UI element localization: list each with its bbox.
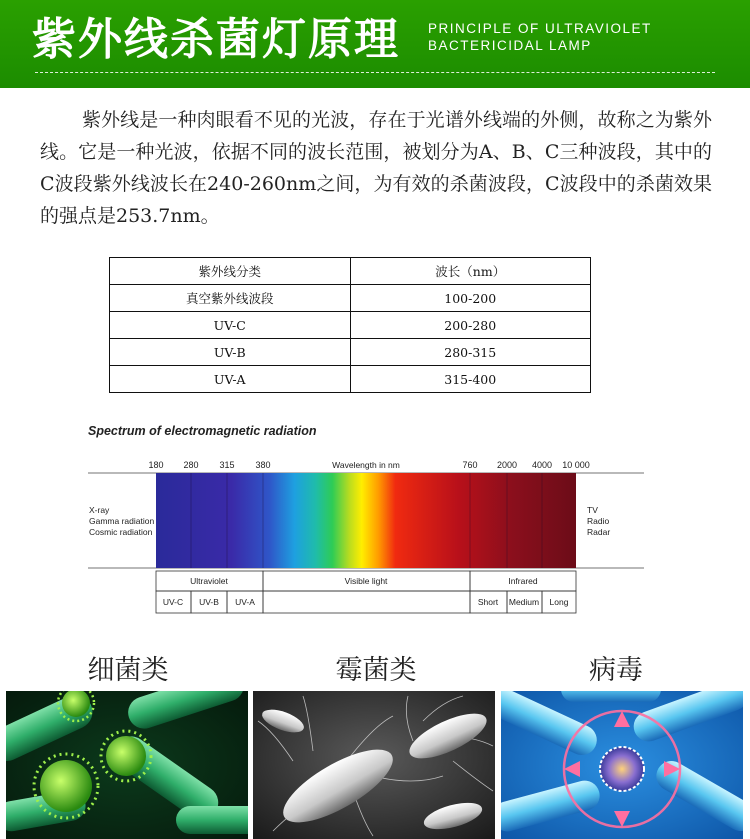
band-labels — [163, 576, 569, 607]
bacteria-image — [6, 691, 248, 839]
table-row — [110, 366, 591, 393]
table-row — [110, 312, 591, 339]
mold-image — [253, 691, 495, 839]
table-cell-category: UV-A — [110, 366, 351, 393]
table-cell-wavelength: 315-400 — [350, 366, 591, 393]
side-label: Radio — [587, 516, 610, 526]
table-cell-wavelength: 200-280 — [350, 312, 591, 339]
ir-sub-label: Long — [549, 597, 569, 607]
header-banner — [0, 0, 750, 88]
wavelength-ticks — [148, 460, 589, 470]
uv-classification-table — [109, 257, 591, 393]
table-cell-wavelength: 280-315 — [350, 339, 591, 366]
category-label-bacteria: 细菌类 — [87, 655, 169, 686]
table-cell-category: UV-B — [110, 339, 351, 366]
uv-sub-label: UV-B — [199, 597, 219, 607]
table-cell-category: UV-C — [110, 312, 351, 339]
page-title: 紫外线杀菌灯原理 — [32, 14, 400, 65]
intro-paragraph: 紫外线是一种肉眼看不见的光波，存在于光谱外线端的外侧，故称之为紫外线。它是一种光波，依据不同的波长范围，被划分为A、B、C三种波段，其中的C波段紫外线波长在240-260nm之间，为有效的杀菌波段，C波段中的杀菌效果的强点是253.7nm。 — [40, 109, 712, 227]
table-header-category: 紫外线分类 — [110, 258, 351, 285]
right-labels — [587, 505, 610, 537]
tick-label: 380 — [255, 460, 271, 470]
table-cell-category: 真空紫外线波段 — [110, 285, 351, 312]
band-label-visible: Visible light — [344, 576, 388, 586]
english-subtitle-line1: PRINCIPLE OF ULTRAVIOLET — [428, 21, 652, 36]
table-header-wavelength: 波长（nm） — [350, 258, 591, 285]
english-subtitle — [428, 20, 652, 54]
table-row — [110, 339, 591, 366]
band-label-ultraviolet: Ultraviolet — [190, 576, 228, 586]
tick-label: 4000 — [531, 460, 553, 470]
tick-label: 315 — [219, 460, 235, 470]
spectrum-title: Spectrum of electromagnetic radiation — [88, 424, 317, 438]
spectrum-bar — [156, 473, 576, 568]
banner-divider — [35, 72, 715, 73]
table-header-row — [110, 258, 591, 285]
band-label-infrared: Infrared — [508, 576, 538, 586]
table-cell-wavelength: 100-200 — [350, 285, 591, 312]
tick-label: 10 000 — [562, 460, 590, 470]
side-label: TV — [587, 505, 598, 515]
side-label: Radar — [587, 527, 611, 537]
spectrum-diagram — [0, 440, 750, 620]
left-labels — [89, 505, 154, 537]
tick-label: 180 — [148, 460, 164, 470]
category-label-virus: 病毒 — [589, 655, 643, 686]
ir-sub-label: Medium — [508, 597, 540, 607]
side-label: X-ray — [89, 505, 110, 515]
uv-sub-label: UV-C — [162, 597, 184, 607]
side-label: Cosmic radiation — [89, 527, 153, 537]
tick-label: 280 — [183, 460, 199, 470]
side-label: Gamma radiation — [89, 516, 155, 526]
uv-sub-label: UV-A — [235, 597, 255, 607]
english-subtitle-line2: BACTERICIDAL LAMP — [428, 38, 592, 53]
tick-label: 2000 — [496, 460, 518, 470]
table-row — [110, 285, 591, 312]
ir-sub-label: Short — [477, 597, 499, 607]
virus-image — [501, 691, 743, 839]
tick-label: 760 — [462, 460, 478, 470]
axis-label: Wavelength in nm — [332, 460, 400, 470]
category-label-mold: 霉菌类 — [335, 655, 417, 686]
